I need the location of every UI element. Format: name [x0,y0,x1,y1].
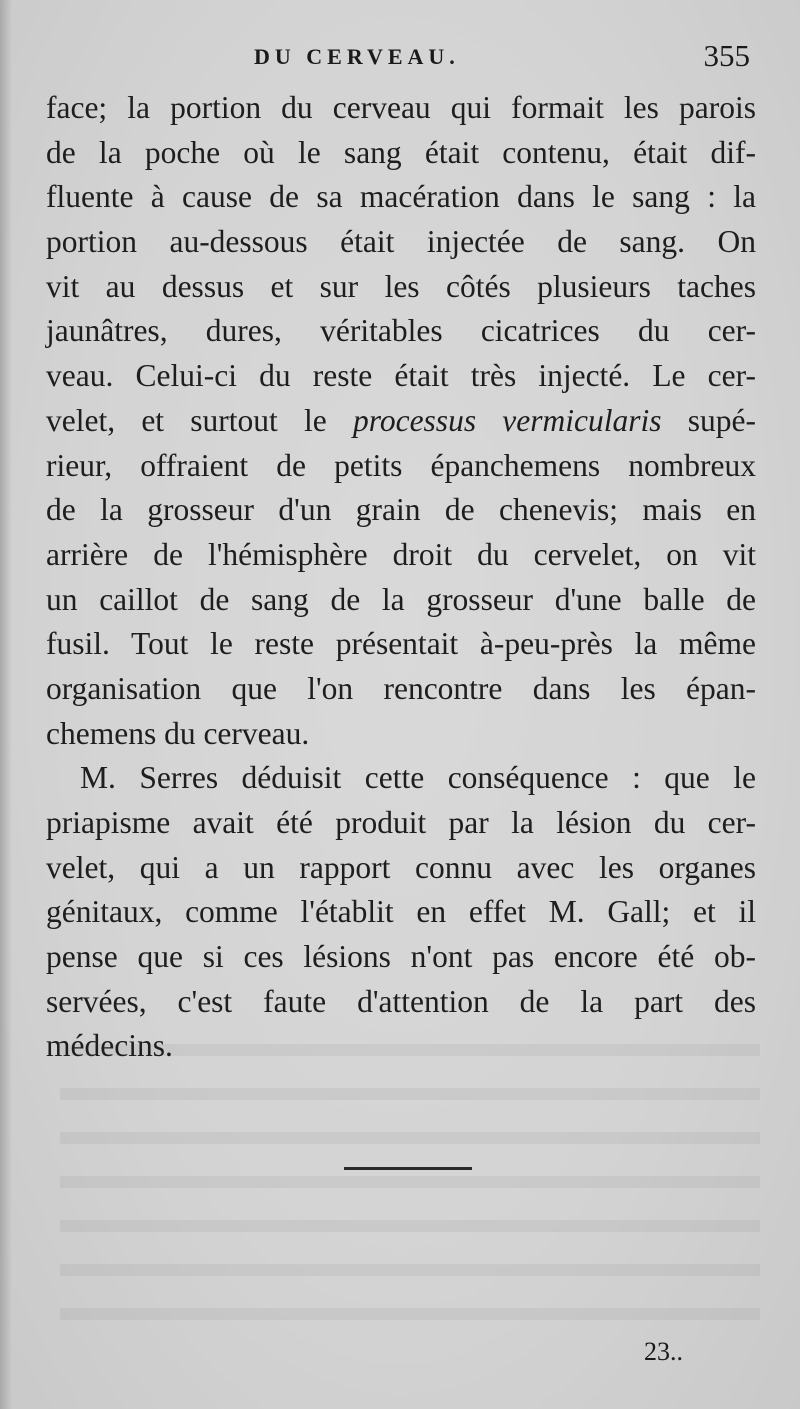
text-line: chemens du cerveau. [46,715,310,751]
text-line: face; la portion du cerveau qui formait les parois [46,90,756,125]
text-line: velet, qui a un rapport connu avec les organes [46,849,756,885]
text-line: M. Serres déduisit cette conséquence : que le [80,760,756,796]
page-edge-shadow [0,0,12,1409]
italic-term: processus vermicularis [353,402,662,438]
text-line: un caillot de sang de la grosseur d'une balle de [46,581,756,617]
text-line-with-italic [46,399,756,444]
text-line: rieur, offraient de petits épanchemens nombreux [46,447,756,483]
page-number: 355 [703,38,750,73]
text-line: fluente à cause de sa macération dans le sang : la [46,179,756,215]
body-text [46,86,756,1069]
text-line: de la poche où le sang était contenu, était dif- [46,134,756,170]
text-line: servées, c'est faute d'attention de la part des [46,983,756,1019]
text-line: veau. Celui-ci du reste était très injecté. Le cer- [46,358,756,394]
text-line: vit au dessus et sur les côtés plusieurs taches [46,268,756,304]
text-line: arrière de l'hémisphère droit du cervelet, on vit [46,536,756,572]
text-line: priapisme avait été produit par la lésion du cer- [46,805,756,840]
text-line: jaunâtres, dures, véritables cicatrices du cer- [46,313,756,349]
section-divider [344,1167,472,1170]
signature-mark: 23.. [644,1337,683,1366]
text-segment: velet, et surtout le [46,402,327,438]
text-line: portion au-dessous était injectée de sang. On [46,224,756,260]
text-line: de la grosseur d'un grain de chenevis; mais en [46,492,756,528]
running-head: DU CERVEAU. [254,44,460,69]
text-line: génitaux, comme l'établit en effet M. Gall; et il [46,894,756,930]
text-segment: supé- [687,402,757,438]
text-line: pense que si ces lésions n'ont pas encore été ob- [46,939,756,975]
text-line: fusil. Tout le reste présentait à-peu-près la même [46,626,756,662]
text-line: organisation que l'on rencontre dans les épan- [46,670,756,706]
text-line: médecins. [46,1028,173,1064]
